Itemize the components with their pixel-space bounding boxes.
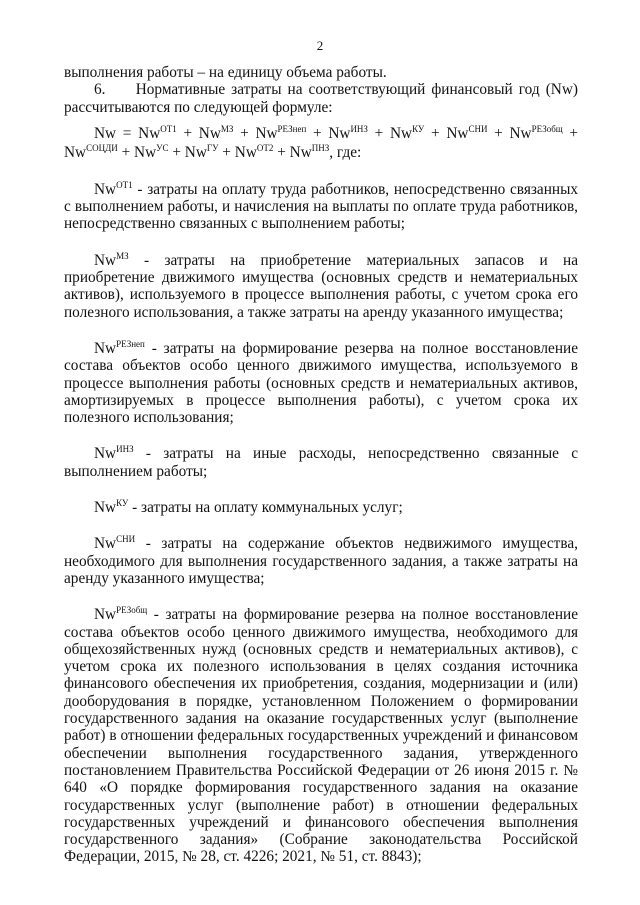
paragraph-6 (64, 81, 578, 116)
term-base: Nw (255, 124, 278, 142)
term-separator: + (273, 143, 290, 161)
formula-term (185, 144, 235, 161)
definition-paragraph (64, 535, 578, 587)
formula-eq: = (116, 124, 139, 142)
term-separator: , где: (329, 143, 362, 161)
definition-term-base: Nw (94, 180, 117, 198)
definition-paragraph (64, 499, 578, 516)
term-base: Nw (134, 143, 157, 161)
term-superscript: ОТ1 (160, 123, 177, 134)
definition-text: - затраты на формирование резерва на полное восстановление состава объектов особо ценного движимого имущества, необходимого для общехозяйственных нужд (основных средств и нематериальных активов), с учетом срока их полезного использования в целях создания источника финансового обеспечения их приобретения, создания, модернизации и (или) дооборудования в порядке, установленном Положением о формировании государственного задания на оказание государственных услуг (выполнение работ) в отношении федеральных государственных учреждений и финансовом обеспечении выполнения государственного задания, утвержденного постановлением Правительства Российской Федерации от 26 июня 2015 г. № 640 «О порядке формирования государственного задания на оказание государственных услуг (выполнение работ) в отношении федеральных государственных учреждений и финансового обеспечения выполнения государственного задания» (Собрание законодательства Российской Федерации, 2015, № 28, ст. 4226; 2021, № 51, ст. 8843); (64, 606, 578, 866)
definition-text: - затраты на иные расходы, непосредственно связанные с выполнением работы; (64, 445, 578, 480)
term-superscript: ПНЗ (311, 142, 330, 153)
term-separator: + (233, 124, 256, 142)
definitions-list (64, 181, 578, 866)
term-separator: + (306, 124, 329, 142)
page-number: 2 (316, 38, 324, 53)
term-base: Nw (234, 143, 257, 161)
definition-paragraph (64, 181, 578, 233)
formula-term (199, 125, 256, 142)
term-separator: + (487, 124, 510, 142)
formula (64, 124, 578, 162)
term-base: Nw (184, 143, 207, 161)
formula-lhs: Nw (94, 124, 117, 142)
formula-term (509, 125, 578, 142)
definition-term-base: Nw (94, 535, 117, 553)
term-base: Nw (198, 124, 221, 142)
definition-term-base: Nw (94, 606, 117, 624)
definition-paragraph (64, 445, 578, 480)
term-superscript: РЕЗнеп (277, 123, 307, 134)
term-separator: + (168, 143, 185, 161)
term-superscript: СНИ (468, 123, 488, 134)
formula-term (390, 125, 446, 142)
term-separator: + (117, 143, 135, 161)
definition-term-base: Nw (94, 251, 117, 269)
term-base: Nw (289, 143, 312, 161)
term-superscript: ИНЗ (350, 123, 368, 134)
definition-term-superscript: КУ (116, 498, 129, 509)
term-superscript: УС (156, 142, 169, 153)
term-base: Nw (328, 124, 351, 142)
formula-term (290, 144, 362, 161)
definition-term-superscript: РЕЗобщ (116, 605, 148, 616)
formula-term (64, 144, 134, 161)
term-superscript: РЕЗобщ (531, 123, 563, 134)
definition-term-superscript: ИНЗ (116, 444, 134, 455)
term-superscript: МЗ (220, 123, 234, 134)
definition-paragraph (64, 252, 578, 321)
term-base: Nw (138, 124, 161, 142)
item-number: 6. (94, 81, 106, 99)
definition-text: - затраты на формирование резерва на полное восстановление состава объектов особо ценного движимого имущества, используемого в процессе выполнения работы (основных средств и нематериальных активов, амортизируемых в процессе выполнения работы), с учетом срока их полезного использования; (64, 339, 578, 427)
definition-term-superscript: ОТ1 (116, 179, 133, 190)
term-base: Nw (446, 124, 469, 142)
term-superscript: ГУ (206, 142, 219, 153)
term-separator: + (562, 124, 579, 142)
document-body (64, 64, 578, 866)
definition-term-base: Nw (94, 499, 117, 517)
item-text: Нормативные затраты на соответствующий финансовый год (Nw) рассчитываются по следующей формуле: (64, 81, 578, 116)
definition-term-base: Nw (94, 445, 117, 463)
definition-paragraph (64, 606, 578, 865)
term-superscript: ОТ2 (256, 142, 274, 153)
term-separator: + (367, 124, 390, 142)
term-separator: + (218, 143, 235, 161)
intro-line: выполнения работы – на единицу объема работы. (64, 64, 387, 81)
formula-term (235, 144, 290, 161)
formula-term (138, 125, 199, 142)
term-base: Nw (509, 124, 532, 142)
definition-text: - затраты на приобретение материальных запасов и на приобретение движимого имущества (основных средств и нематериальных активов), используемого в процессе выполнения работы, с учетом срока его полезного использования, а также затраты на аренду указанного имущества; (64, 251, 578, 321)
definition-paragraph (64, 340, 578, 426)
term-separator: + (176, 124, 199, 142)
term-base: Nw (64, 143, 87, 161)
definition-text: - затраты на содержание объектов недвижимого имущества, необходимого для выполнения государственного задания, а также затраты на аренду указанного имущества; (64, 535, 578, 587)
definition-text: - затраты на оплату труда работников, непосредственно связанных с выполнением работы, и начисления на выплаты по оплате труда работников, непосредственно связанных с выполнением работы; (64, 180, 578, 233)
formula-term (446, 125, 509, 142)
term-superscript: СОЦДИ (86, 142, 118, 153)
definition-term-superscript: СНИ (116, 534, 136, 545)
formula-term (255, 125, 328, 142)
definition-term-superscript: РЕЗнеп (116, 338, 145, 349)
formula-term (134, 144, 185, 161)
definition-term-superscript: МЗ (116, 250, 129, 261)
term-superscript: КУ (412, 123, 425, 134)
formula-term (328, 125, 390, 142)
term-base: Nw (389, 124, 413, 142)
definition-term-base: Nw (94, 339, 117, 357)
term-separator: + (424, 124, 447, 142)
definition-text: - затраты на оплату коммунальных услуг; (128, 499, 403, 517)
